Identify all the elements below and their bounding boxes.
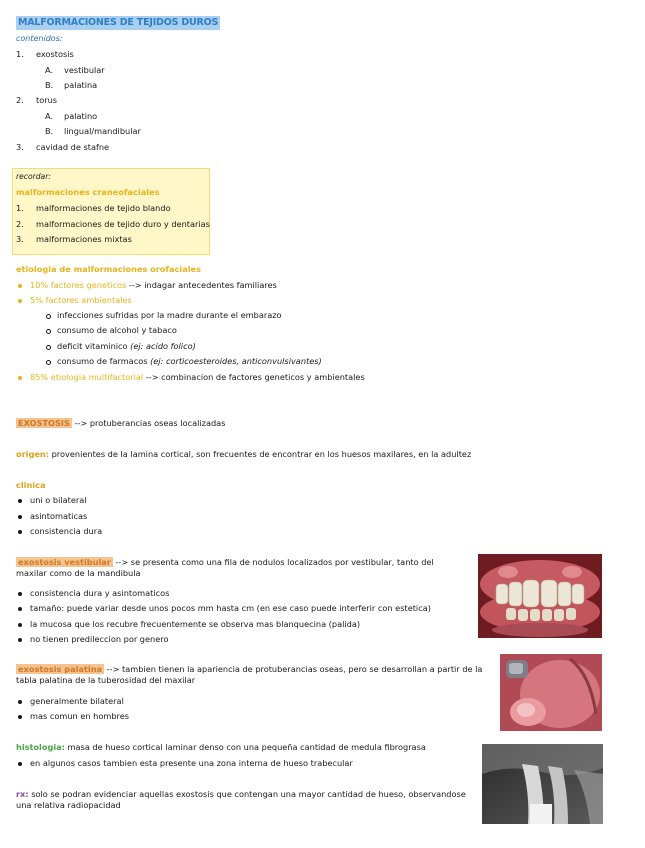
clinic-item: uni o bilateral (30, 495, 87, 505)
palatal-item: mas comun en hombres (30, 711, 130, 721)
etiology-subitem (57, 356, 322, 367)
list-letter: A. (45, 111, 54, 121)
list-number: 2. (16, 95, 24, 105)
list-item: exostosis (36, 49, 74, 59)
page-title: MALFORMACIONES DE TEJIDOS DUROS (16, 16, 220, 30)
bullet-icon (18, 700, 22, 704)
list-number: 3. (16, 234, 24, 244)
etiology-item (30, 280, 277, 291)
example-text: (ej: corticoesteroides, anticonvulsivantes) (150, 356, 322, 366)
circle-bullet-icon (46, 345, 51, 350)
histology-label: histologia: (16, 742, 65, 752)
circle-bullet-icon (46, 314, 51, 319)
list-item: vestibular (64, 65, 105, 75)
palatal-exostosis-photo (500, 654, 602, 731)
bullet-icon (18, 607, 22, 611)
vestibular-item: no tienen predileccion por genero (30, 634, 169, 644)
bullet-icon (18, 715, 22, 719)
list-item: malformaciones de tejido duro y dentarias (36, 219, 210, 229)
bullet-icon (18, 499, 22, 503)
palatal-item: generalmente bilateral (30, 696, 124, 706)
rx-text: solo se podran evidenciar aquellas exostosis que contengan una mayor cantidad de hueso, observandose una relativa radiopacidad (16, 789, 466, 810)
list-letter: B. (45, 80, 54, 90)
etiology-subitem: consumo de alcohol y tabaco (57, 325, 177, 335)
vestibular-label: exostosis vestibular (18, 557, 111, 567)
bullet-icon (18, 284, 22, 288)
list-item: palatina (64, 80, 98, 90)
reminder-heading: malformaciones craneofaciales (16, 187, 160, 197)
histology-line (16, 742, 426, 753)
list-item: lingual/mandibular (64, 126, 141, 136)
list-number: 2. (16, 219, 24, 229)
origin-line (16, 449, 471, 460)
item-text: consumo de farmacos (57, 356, 151, 366)
bullet-icon (18, 376, 22, 380)
vestibular-exostosis-photo (478, 554, 602, 638)
item-text: deficit vitaminico (57, 341, 131, 351)
bullet-icon (18, 623, 22, 627)
bullet-icon (18, 762, 22, 766)
circle-bullet-icon (46, 329, 51, 334)
clinic-item: asintomaticas (30, 511, 88, 521)
palatal-text: --> tambien tienen la apariencia de protuberancias oseas, pero se desarrollan a partir de la tabla palatina de la tuberosidad del maxilar (16, 664, 483, 685)
vestibular-paragraph (16, 557, 464, 578)
contents-label: contenidos: (16, 34, 63, 43)
reminder-label: recordar: (16, 172, 51, 181)
list-item: palatino (64, 111, 98, 121)
rx-label: rx: (16, 789, 29, 799)
vestibular-item: consistencia dura y asintomaticos (30, 588, 170, 598)
bullet-icon (18, 530, 22, 534)
list-item: malformaciones mixtas (36, 234, 132, 244)
list-letter: B. (45, 126, 54, 136)
list-number: 1. (16, 203, 24, 213)
etiology-subitem: infecciones sufridas por la madre durante el embarazo (57, 310, 282, 320)
etiology-item (30, 372, 365, 383)
list-number: 3. (16, 142, 24, 152)
list-item: malformaciones de tejido blando (36, 203, 171, 213)
vestibular-item: tamaño: puede variar desde unos pocos mm hasta cm (en ese caso puede interferir con estetica) (30, 603, 431, 613)
clinic-heading: clinica (16, 480, 46, 490)
list-item: cavidad de stafne (36, 142, 110, 152)
example-text: (ej: acido folico) (130, 341, 196, 351)
origin-label: origen: (16, 449, 49, 459)
item-text: --> combinacion de factores geneticos y ambientales (143, 372, 365, 382)
rx-paragraph (16, 789, 466, 810)
bullet-icon (18, 515, 22, 519)
etiology-subitem (57, 341, 196, 352)
list-item: torus (36, 95, 58, 105)
list-number: 1. (16, 49, 24, 59)
histology-item: en algunos casos tambien esta presente una zona interna de hueso trabecular (30, 758, 353, 768)
radiograph-photo (482, 744, 603, 824)
histology-text: masa de hueso cortical laminar denso con una pequeña cantidad de medula fibrograsa (64, 742, 426, 752)
heading-highlight: EXOSTOSIS (18, 418, 70, 428)
highlight-text: 10% factores geneticos (30, 280, 127, 290)
vestibular-item: la mucosa que los recubre frecuentemente se observa mas blanquecina (palida) (30, 619, 361, 629)
palatal-label: exostosis palatina (18, 664, 103, 674)
list-letter: A. (45, 65, 54, 75)
origin-text: provenientes de la lamina cortical, son frecuentes de encontrar en los huesos maxilares, en la adultez (49, 449, 472, 459)
exostosis-heading (16, 418, 225, 429)
bullet-icon (18, 638, 22, 642)
highlight-text: 85% etiologia multifactorial (30, 372, 144, 382)
etiology-heading: etiologia de malformaciones orofaciales (16, 264, 201, 274)
item-text: --> indagar antecedentes familiares (126, 280, 277, 290)
heading-text: --> protuberancias oseas localizadas (71, 418, 226, 428)
bullet-icon (18, 299, 22, 303)
vestibular-text: --> se presenta como una fila de nodulos localizados por vestibular, tanto del maxilar como de la mandibula (16, 557, 434, 578)
etiology-item: 5% factores ambientales (30, 295, 132, 305)
palatal-paragraph (16, 664, 484, 685)
circle-bullet-icon (46, 360, 51, 365)
clinic-item: consistencia dura (30, 526, 103, 536)
bullet-icon (18, 592, 22, 596)
